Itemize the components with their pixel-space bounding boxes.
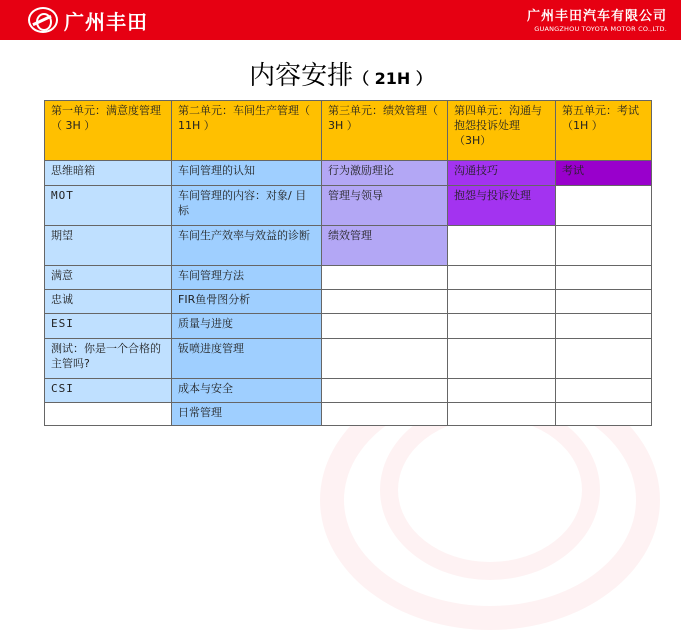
empty-cell xyxy=(45,403,172,426)
unit3-header: 第三单元：绩效管理（ 3H ） xyxy=(322,101,448,161)
table-row xyxy=(45,314,652,339)
unit5-cell: 考试 xyxy=(556,161,652,186)
page-title-main: 内容安排 xyxy=(249,61,354,91)
table-header-row xyxy=(45,101,652,161)
toyota-logo-icon xyxy=(28,7,58,33)
empty-cell xyxy=(556,314,652,339)
page-title xyxy=(0,55,681,92)
header-bar xyxy=(0,0,681,40)
table-row xyxy=(45,339,652,379)
unit2-cell: FIR鱼骨图分析 xyxy=(172,290,322,314)
empty-cell xyxy=(448,339,556,379)
company-name-en: GUANGZHOU TOYOTA MOTOR CO.,LTD. xyxy=(534,25,667,33)
empty-cell xyxy=(322,339,448,379)
empty-cell xyxy=(556,186,652,226)
logo-text: 广州丰田 xyxy=(64,9,148,34)
unit1-cell: 思维暗箱 xyxy=(45,161,172,186)
table-row xyxy=(45,403,652,426)
company-name xyxy=(527,5,667,33)
empty-cell xyxy=(322,314,448,339)
page-title-hours: （ 21H ） xyxy=(353,69,432,88)
empty-cell xyxy=(556,379,652,403)
table-row xyxy=(45,161,652,186)
empty-cell xyxy=(448,314,556,339)
empty-cell xyxy=(448,290,556,314)
unit1-cell: MOT xyxy=(45,186,172,226)
unit2-cell: 质量与进度 xyxy=(172,314,322,339)
unit2-cell: 车间管理的认知 xyxy=(172,161,322,186)
unit2-cell: 钣喷进度管理 xyxy=(172,339,322,379)
unit2-cell: 车间管理的内容：对象/ 目标 xyxy=(172,186,322,226)
unit3-cell: 行为激励理论 xyxy=(322,161,448,186)
empty-cell xyxy=(448,379,556,403)
unit1-cell: 期望 xyxy=(45,226,172,266)
empty-cell xyxy=(556,339,652,379)
company-logo xyxy=(28,6,148,34)
unit1-cell: CSI xyxy=(45,379,172,403)
schedule-table xyxy=(44,100,652,426)
table-row xyxy=(45,266,652,290)
empty-cell xyxy=(448,403,556,426)
unit2-cell: 日常管理 xyxy=(172,403,322,426)
table-row xyxy=(45,226,652,266)
unit1-cell: 测试：你是一个合格的主管吗? xyxy=(45,339,172,379)
table-row xyxy=(45,290,652,314)
unit2-cell: 车间管理方法 xyxy=(172,266,322,290)
unit2-cell: 成本与安全 xyxy=(172,379,322,403)
unit2-cell: 车间生产效率与效益的诊断 xyxy=(172,226,322,266)
unit4-cell: 抱怨与投诉处理 xyxy=(448,186,556,226)
table-row xyxy=(45,186,652,226)
unit4-cell: 沟通技巧 xyxy=(448,161,556,186)
unit3-cell: 管理与领导 xyxy=(322,186,448,226)
empty-cell xyxy=(322,266,448,290)
unit4-header: 第四单元：沟通与抱怨投诉处理（3H） xyxy=(448,101,556,161)
empty-cell xyxy=(448,226,556,266)
empty-cell xyxy=(556,266,652,290)
empty-cell xyxy=(556,290,652,314)
unit1-header: 第一单元：满意度管理（ 3H ） xyxy=(45,101,172,161)
unit1-cell: ESI xyxy=(45,314,172,339)
company-name-cn: 广州丰田汽车有限公司 xyxy=(526,9,667,24)
empty-cell xyxy=(322,403,448,426)
watermark-ring-inner xyxy=(380,400,600,580)
empty-cell xyxy=(322,290,448,314)
unit5-header: 第五单元：考试（1H ） xyxy=(556,101,652,161)
unit2-header: 第二单元：车间生产管理（ 11H ） xyxy=(172,101,322,161)
unit1-cell: 忠诚 xyxy=(45,290,172,314)
empty-cell xyxy=(448,266,556,290)
empty-cell xyxy=(556,226,652,266)
table-row xyxy=(45,379,652,403)
unit1-cell: 满意 xyxy=(45,266,172,290)
unit3-cell: 绩效管理 xyxy=(322,226,448,266)
empty-cell xyxy=(322,379,448,403)
empty-cell xyxy=(556,403,652,426)
